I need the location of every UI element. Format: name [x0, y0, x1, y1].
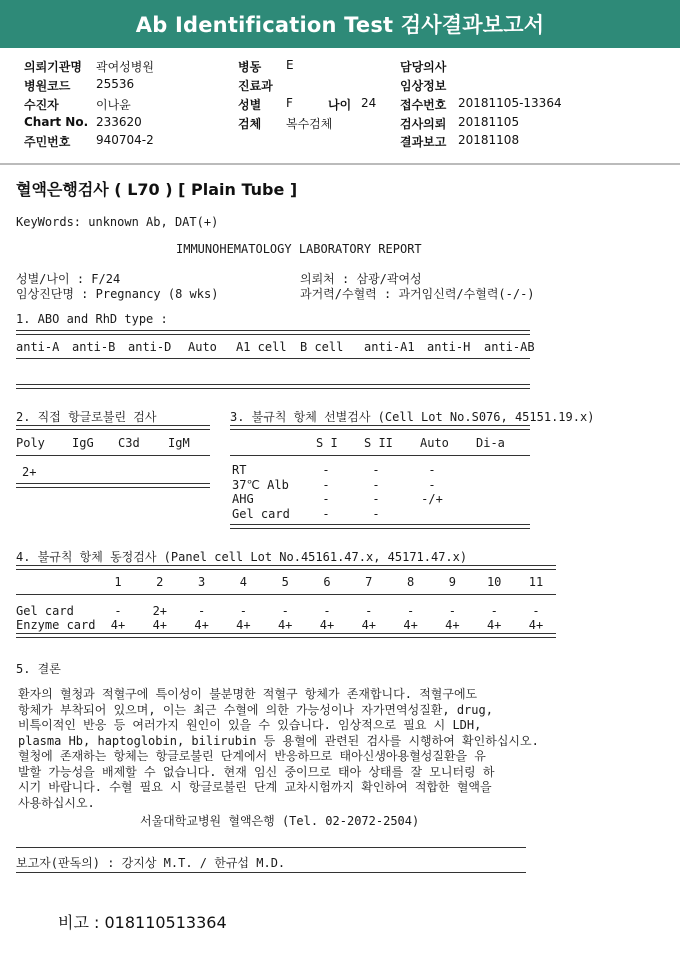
screen-header-dia: Di-a — [476, 436, 505, 450]
panel-cell: - — [490, 604, 498, 618]
screen-row-gel-label: Gel card — [232, 507, 290, 521]
abo-header-auto: Auto — [188, 340, 217, 354]
info-resident-no: 주민번호 940704-2 — [24, 133, 154, 149]
panel-cell: - — [197, 604, 206, 618]
abo-header-a1-cell: A1 cell — [236, 340, 287, 354]
rule — [16, 594, 556, 595]
panel-cell: 4+ — [110, 618, 126, 632]
panel-cell: 4+ — [486, 618, 502, 632]
info-receipt-no: 접수번호 20181105-13364 — [400, 96, 562, 112]
panel-column-header: 2 — [156, 575, 164, 589]
dat-poly-value: 2+ — [22, 465, 37, 479]
screen-cell: - — [322, 463, 330, 477]
rule — [16, 455, 210, 456]
sec5-title: 5. 결론 — [16, 662, 61, 676]
dat-header-poly: Poly — [16, 436, 45, 450]
panel-column-header: 11 — [528, 575, 544, 589]
panel-cell: 4+ — [445, 618, 460, 632]
info-clinical: 임상정보 — [400, 79, 447, 93]
panel-cell: - — [239, 604, 247, 618]
rule — [230, 524, 530, 529]
abo-header-anti-a: anti-A — [16, 340, 60, 354]
screen-cell: - — [322, 492, 330, 506]
panel-cell: 2+ — [152, 604, 168, 618]
panel-row-gel-label: Gel card — [16, 604, 74, 618]
panel-cell: - — [532, 604, 540, 618]
rule — [16, 330, 530, 335]
requester: 의뢰처 : 삼광/곽여성 — [300, 272, 422, 286]
history: 과거력/수혈력 : 과거임신력/수혈력(-/-) — [300, 287, 535, 301]
rule — [16, 633, 556, 638]
report-header — [0, 0, 680, 48]
dat-header-c3d: C3d — [118, 436, 140, 450]
info-report-date: 결과보고 20181108 — [400, 133, 520, 149]
info-doctor: 담당의사 — [400, 60, 447, 74]
rule — [16, 483, 210, 488]
screen-header-s2: S II — [364, 436, 393, 450]
note: 비고 : 018110513364 — [58, 913, 227, 932]
conclusion-line: 시기 바랍니다. 수혈 필요 시 항글로불린 단계 교차시험까지 확인하여 적합한 혈액을 — [18, 780, 492, 794]
info-department: 진료과 — [238, 79, 273, 93]
info-hospital-code: 병원코드 25536 — [24, 77, 135, 93]
keywords: KeyWords: unknown Ab, DAT(+) — [16, 215, 219, 229]
panel-cell: 4+ — [361, 618, 377, 632]
conclusion-line: 혈청에 존재하는 항체는 항글로불린 단계에서 반응하므로 태아신생아용혈성질환을 유 — [18, 749, 486, 763]
abo-header-anti-b: anti-B — [72, 340, 116, 354]
panel-row-enzyme-label: Enzyme card — [16, 618, 96, 632]
rule — [16, 425, 210, 430]
info-institution: 의뢰기관명 곽여성병원 — [24, 60, 154, 74]
lab-title: IMMUNOHEMATOLOGY LABORATORY REPORT — [176, 242, 422, 256]
dat-header-igg: IgG — [72, 436, 94, 450]
diagnosis: 임상진단명 : Pregnancy (8 wks) — [16, 287, 219, 301]
sec3-title: 3. 불규칙 항체 선별검사 (Cell Lot No.S076, 45151.19.x) — [230, 410, 595, 424]
rule — [16, 384, 530, 389]
panel-cell: 4+ — [403, 618, 418, 632]
screen-row-rt-label: RT — [232, 463, 247, 477]
panel-cell: - — [448, 604, 456, 618]
report-title: 혈액은행검사 ( L70 ) [ Plain Tube ] — [16, 180, 298, 199]
rule — [230, 455, 530, 456]
screen-cell: - — [372, 507, 380, 521]
panel-cell: 4+ — [152, 618, 168, 632]
abo-header-anti-a1: anti-A1 — [364, 340, 415, 354]
abo-header-anti-ab: anti-AB — [484, 340, 535, 354]
abo-header-b-cell: B cell — [300, 340, 344, 354]
panel-cell: 4+ — [277, 618, 293, 632]
rule — [16, 565, 556, 570]
rule — [16, 872, 526, 873]
panel-cell: 4+ — [236, 618, 251, 632]
panel-cell: 4+ — [319, 618, 335, 632]
screen-header-s1: S I — [316, 436, 338, 450]
panel-column-header: 3 — [197, 575, 206, 589]
screen-cell: - — [372, 492, 380, 506]
conclusion-text — [18, 687, 578, 811]
conclusion-line: 항체가 부착되어 있으며, 이는 최근 수혈에 의한 가능성이나 자가면역성질환, drug, — [18, 702, 493, 717]
conclusion-line: 발할 가능성을 배제할 수 없습니다. 현재 임신 중이므로 태아 상태를 잘 모니터링 하 — [18, 764, 495, 779]
info-patient: 수진자 이나윤 — [24, 98, 131, 112]
abo-header-anti-h: anti-H — [427, 340, 471, 354]
divider — [0, 163, 680, 165]
screen-header-auto: Auto — [420, 436, 449, 450]
conclusion-line: 사용하십시오. — [18, 795, 95, 810]
sec4-title: 4. 불규칙 항체 동정검사 (Panel cell Lot No.45161.47.x, 45171.47.x) — [16, 550, 468, 564]
reporter: 보고자(판독의) : 강지상 M.T. / 한규섭 M.D. — [16, 856, 286, 870]
conclusion-line: 비특이적인 반응 등 여러가지 원인이 있을 수 있습니다. 임상적으로 필요 시 LDH, — [18, 718, 482, 732]
info-age: 나이 24 — [328, 96, 377, 112]
panel-column-header: 4 — [239, 575, 247, 589]
signature: 서울대학교병원 혈액은행 (Tel. 02-2072-2504) — [140, 814, 420, 828]
screen-row-alb-label: 37℃ Alb — [232, 478, 289, 492]
rule — [16, 358, 530, 359]
panel-column-header: 1 — [114, 575, 122, 589]
screen-cell: - — [322, 478, 330, 492]
panel-column-header: 10 — [486, 575, 502, 589]
rule — [230, 425, 530, 430]
screen-cell: - — [322, 507, 330, 521]
sec1-title: 1. ABO and RhD type : — [16, 312, 168, 326]
panel-column-header: 8 — [406, 575, 415, 589]
panel-cell: - — [281, 604, 289, 618]
conclusion-line: 환자의 혈청과 적혈구에 특이성이 불분명한 적혈구 항체가 존재합니다. 적혈구에도 — [18, 687, 478, 701]
panel-column-header: 6 — [323, 575, 331, 589]
sec2-title: 2. 직접 항글로불린 검사 — [16, 410, 157, 424]
conclusion-line: plasma Hb, haptoglobin, bilirubin 등 용혈에 관련된 검사를 시행하여 확인하십시오. — [18, 733, 539, 748]
panel-cell: - — [323, 604, 331, 618]
screen-row-ahg-label: AHG — [232, 492, 254, 506]
panel-cell: - — [406, 604, 415, 618]
screen-cell: - — [372, 478, 380, 492]
panel-cell: 4+ — [194, 618, 209, 632]
dat-header-igm: IgM — [168, 436, 190, 450]
info-ward: 병동 E — [238, 58, 294, 74]
panel-column-header: 5 — [281, 575, 289, 589]
panel-cell: - — [365, 604, 373, 618]
info-chart-no: Chart No. 233620 — [24, 115, 142, 129]
panel-cell: 4+ — [528, 618, 544, 632]
screen-cell: -/+ — [421, 492, 443, 506]
screen-cell: - — [372, 463, 380, 477]
sex-age: 성별/나이 : F/24 — [16, 272, 121, 286]
panel-column-header: 7 — [365, 575, 373, 589]
header-title: Ab Identification Test 검사결과보고서 — [135, 13, 545, 37]
abo-header-anti-d: anti-D — [128, 340, 172, 354]
info-sex: 성별 F — [238, 96, 293, 112]
info-request-date: 검사의뢰 20181105 — [400, 115, 520, 131]
rule — [16, 847, 526, 848]
panel-cell: - — [114, 604, 122, 618]
panel-column-header: 9 — [448, 575, 456, 589]
screen-cell: - — [428, 478, 436, 492]
screen-cell: - — [428, 463, 436, 477]
info-specimen: 검체 복수검체 — [238, 117, 333, 131]
